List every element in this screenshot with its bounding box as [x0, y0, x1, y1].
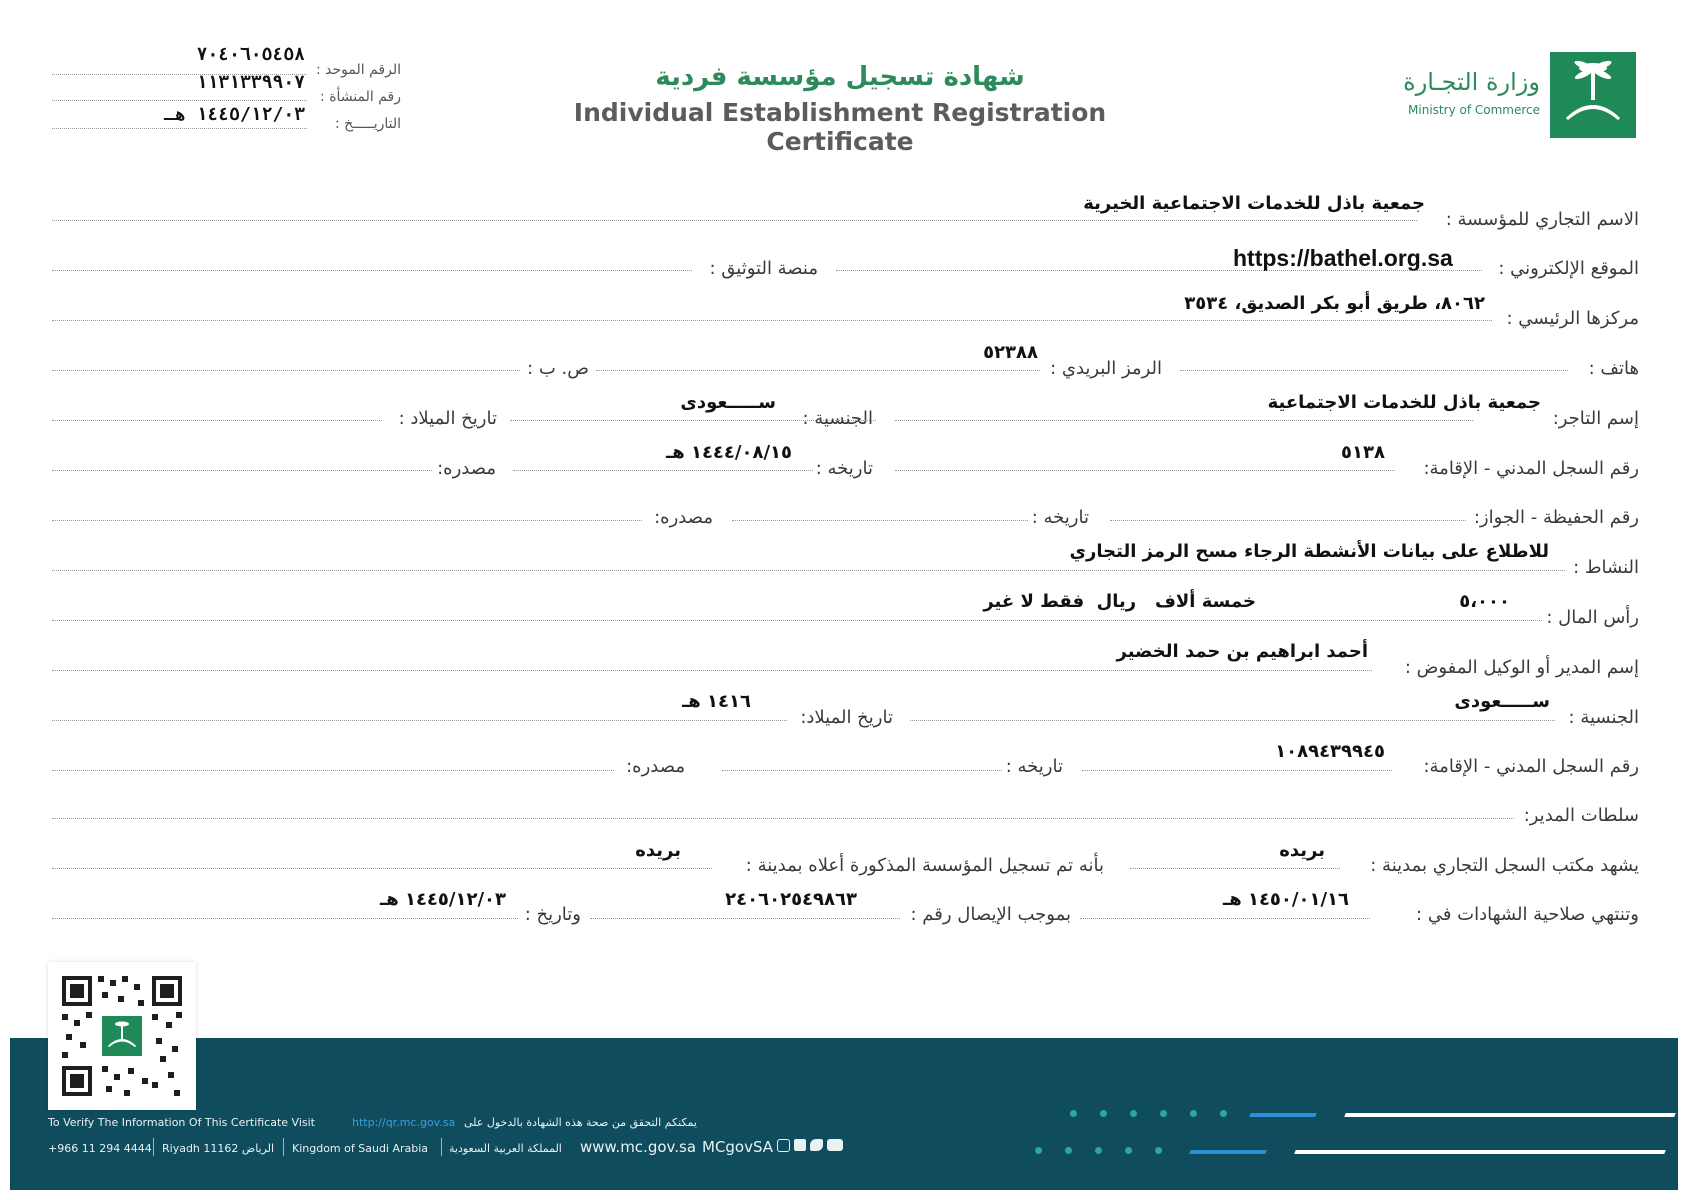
website-label: الموقع الإلكتروني : — [1498, 258, 1639, 279]
issue-date-value: ١٤٤٤/٠٨/١٥ هـ — [666, 442, 792, 463]
date-value: ١٤٤٥/١٢/٠٣ هـ — [164, 104, 305, 125]
receipt-label: بموجب الإيصال رقم : — [910, 904, 1071, 925]
manager-civil-registry-label: رقم السجل المدني - الإقامة: — [1423, 756, 1639, 777]
capital-in-words: خمسة ألاف ريال فقط لا غير — [983, 591, 1256, 612]
social-icons[interactable] — [777, 1139, 843, 1152]
establishment-number-label: رقم المنشأة : — [320, 89, 401, 105]
expiry-label: وتنتهي صلاحية الشهادات في : — [1416, 904, 1639, 925]
passport-label: رقم الحفيظة - الجواز: — [1473, 507, 1639, 528]
hq-label: مركزها الرئيسي : — [1506, 308, 1639, 329]
postal-code-value: ٥٢٣٨٨ — [983, 342, 1038, 363]
trade-name-label: الاسم التجاري للمؤسسة : — [1445, 209, 1639, 230]
qr-code[interactable] — [48, 962, 196, 1110]
manager-birthdate-value: ١٤١٦ هـ — [682, 691, 751, 712]
certifies-city: بريده — [1279, 840, 1325, 861]
activity-value: للاطلاع على بيانات الأنشطة الرجاء مسح الرمز التجاري — [1069, 541, 1549, 562]
registered-label: بأنه تم تسجيل المؤسسة المذكورة أعلاه بمدينة : — [745, 855, 1104, 876]
verify-link[interactable]: http://qr.mc.gov.sa — [352, 1116, 456, 1129]
manager-label: إسم المدير أو الوكيل المفوض : — [1404, 657, 1639, 678]
birthdate-label: تاريخ الميلاد : — [398, 408, 497, 429]
receipt-value: ٢٤٠٦٠٢٥٤٩٨٦٣ — [725, 889, 857, 910]
manager-birthdate-label: تاريخ الميلاد: — [800, 707, 893, 728]
website-value: https://bathel.org.sa — [1233, 245, 1453, 271]
ministry-name-en: Ministry of Commerce — [1408, 103, 1540, 117]
unified-number-label: الرقم الموحد : — [316, 62, 401, 78]
civil-registry-label: رقم السجل المدني - الإقامة: — [1423, 458, 1639, 479]
receipt-date-label: وتاريخ : — [524, 904, 581, 925]
footer-phone: +966 11 294 4444 — [48, 1142, 152, 1155]
hq-value: ٨٠٦٢، طريق أبو بكر الصديق، ٣٥٣٤ — [1184, 293, 1485, 314]
passport-source-label: مصدره: — [654, 507, 713, 528]
manager-value: أحمد ابراهيم بن حمد الخضير — [1116, 641, 1368, 662]
source-label: مصدره: — [437, 458, 496, 479]
footer-country-ar: المملكة العربية السعودية — [449, 1142, 562, 1155]
manager-source-label: مصدره: — [626, 756, 685, 777]
unified-number-value: ٧٠٤٠٦٠٥٤٥٨ — [196, 44, 305, 65]
ministry-logo — [1550, 52, 1636, 138]
trade-name-value: جمعية باذل للخدمات الاجتماعية الخيرية — [1083, 193, 1425, 214]
passport-date-label: تاريخه : — [1031, 507, 1089, 528]
manager-nationality-label: الجنسية : — [1568, 707, 1639, 728]
receipt-date-value: ١٤٤٥/١٢/٠٣ هـ — [380, 889, 506, 910]
registered-city: بريده — [635, 840, 681, 861]
manager-date-label: تاريخه : — [1005, 756, 1063, 777]
merchant-name-label: إسم التاجر: — [1552, 408, 1639, 429]
manager-civil-registry-value: ١٠٨٩٤٣٩٩٤٥ — [1275, 741, 1385, 762]
facebook-icon[interactable] — [794, 1139, 806, 1151]
title-en: Individual Establishment Registration Certificate — [573, 98, 1107, 156]
auth-platform-label: منصة التوثيق : — [709, 258, 818, 279]
certifies-label: يشهد مكتب السجل التجاري بمدينة : — [1370, 855, 1639, 876]
verify-text-en: To Verify The Information Of This Certificate Visit — [48, 1116, 315, 1129]
activity-label: النشاط : — [1573, 557, 1639, 578]
merchant-name-value: جمعية باذل للخدمات الاجتماعية — [1267, 392, 1541, 413]
civil-registry-value: ٥١٣٨ — [1341, 442, 1385, 463]
pobox-label: ص. ب : — [527, 358, 589, 379]
title-ar: شهادة تسجيل مؤسسة فردية — [655, 62, 1025, 92]
phone-label: هاتف : — [1588, 358, 1639, 379]
youtube-icon[interactable] — [827, 1139, 843, 1151]
capital-label: رأس المال : — [1546, 607, 1639, 628]
nationality-value: ســـــعودى — [680, 392, 776, 413]
manager-nationality-value: ســـــعودى — [1454, 691, 1550, 712]
capital-value: ٥،٠٠٠ — [1459, 591, 1510, 612]
footer-website[interactable]: www.mc.gov.sa — [580, 1138, 697, 1156]
verify-text-ar: يمكنكم التحقق من صحة هذه الشهادة بالدخول على — [464, 1116, 697, 1129]
instagram-icon[interactable] — [777, 1139, 790, 1152]
ministry-name-ar: وزارة التجـارة — [1403, 68, 1540, 96]
nationality-label: الجنسية : — [802, 408, 873, 429]
footer-handle: MCgovSA — [702, 1138, 774, 1156]
issue-date-label: تاريخه : — [815, 458, 873, 479]
footer-country: Kingdom of Saudi Arabia — [292, 1142, 429, 1155]
establishment-number-value: ١١٣١٣٣٩٩٠٧ — [196, 72, 305, 93]
manager-authority-label: سلطات المدير: — [1523, 805, 1639, 826]
postal-code-label: الرمز البريدي : — [1050, 358, 1162, 379]
footer-city: Riyadh 11162 الرياض — [162, 1142, 275, 1155]
twitter-icon[interactable] — [810, 1139, 823, 1151]
date-label: التاريـــــخ : — [334, 116, 401, 132]
expiry-value: ١٤٥٠/٠١/١٦ هـ — [1223, 889, 1349, 910]
